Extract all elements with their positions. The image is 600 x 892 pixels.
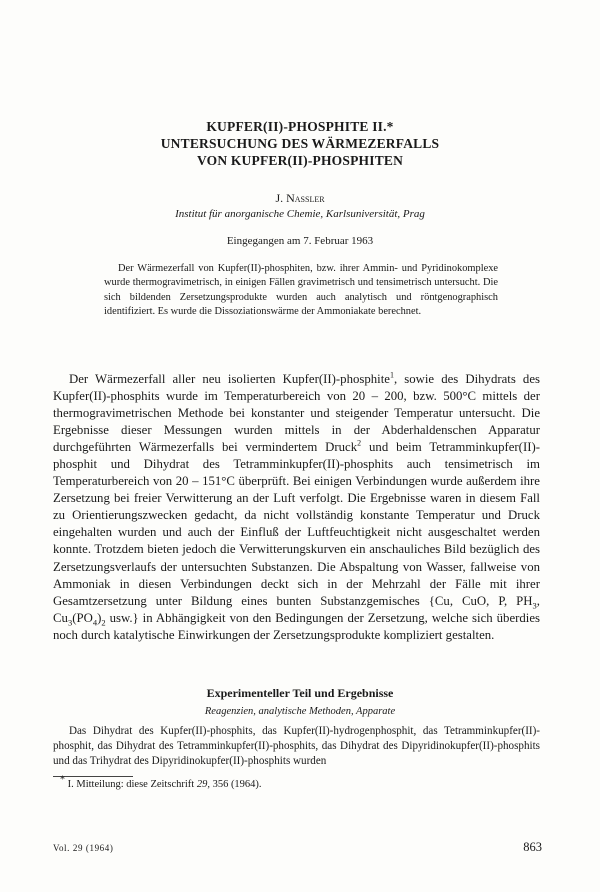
footnote-text: 356 (1964). (209, 779, 262, 790)
received-date: Eingegangen am 7. Februar 1963 (226, 235, 374, 247)
footnote-text: I. Mitteilung: diese Zeitschrift (65, 779, 197, 790)
subscript: 3 (532, 600, 537, 611)
experimental-paragraph: Das Dihydrat des Kupfer(II)-phosphits, das Kupfer(II)-hydrogenphosphit, das Tetramminkupfer(II)-phosphit, das Dihydrat des Tetramminkupfer(II)-phosphits, das Dihydrat des Dipyridinokupfer(II)-phosphits und das Trihydrat des Dipyridinokupfer(II)-phosphits wurden (53, 725, 540, 768)
title-line-1: KUPFER(II)-PHOSPHITE II.* (206, 119, 394, 134)
subscript: 3 (67, 617, 73, 628)
section-heading: Experimenteller Teil und Ergebnisse (206, 686, 394, 700)
title-line-2: UNTERSUCHUNG DES WÄRMEZERFALLS (160, 136, 440, 151)
page-number: 863 (523, 840, 542, 854)
institute: Institut für anorganische Chemie, Karlsuniversität, Prag (175, 208, 425, 220)
author (60, 191, 540, 206)
footnote-rule (53, 776, 133, 777)
article-title (60, 118, 540, 169)
reference-2[interactable]: 2 (357, 438, 362, 448)
footnote-volume: 29, (196, 779, 210, 790)
subsection-heading: Reagenzien, analytische Methoden, Apparate (204, 706, 396, 717)
footnote (60, 774, 530, 790)
journal-volume: Vol. 29 (1964) (53, 843, 114, 853)
abstract: Der Wärmezerfall von Kupfer(II)-phosphiten, bzw. ihrer Ammin- und Pyridinokomplexe wurde thermogravimetrisch, in einigen Fällen gravimetrisch und tensimetrisch untersucht. Die sich bildenden Zersetzungsprodukte wurden auch analytisch und röntgenographisch identifiziert. Es wurde die Dissoziationswärme der Ammoniakate berechnet. (104, 263, 498, 317)
body-text: ) (97, 610, 102, 625)
subscript: 4 (92, 617, 98, 628)
title-line-3: VON KUPFER(II)-PHOSPHITEN (196, 153, 404, 168)
subscript: 2 (101, 617, 106, 628)
author-initial: J. (275, 191, 287, 205)
body-text: , sowie des Dihydrats des Kupfer(II)-phosphits wurde im Temperaturbereich von 20 – 200, bzw. 500°C mittels der thermogravimetrischen Methode bei konstanter und steigender Temperatur untersucht. Die Ergebnisse dieser Messungen wurden mittels in der Abderhaldenschen Apparatur durchgeführten Wärmezerfalls bei vermindertem Druck (53, 372, 540, 455)
footnote-marker: * (60, 774, 65, 786)
author-surname: Nassler (286, 191, 325, 205)
body-paragraph (53, 371, 540, 644)
reference-1[interactable]: 1 (389, 370, 394, 380)
body-text: Der Wärmezerfall aller neu isolierten Kupfer(II)-phosphite (69, 372, 390, 386)
body-text: usw.} in Abhängigkeit von den Bedingungen der Zersetzung, welche sich überdies noch durch katalytische Einwirkungen der Zersetzungsprodukte kompliziert gestalten. (53, 610, 540, 642)
body-text: , Cu (53, 593, 540, 625)
body-text: und beim Tetramminkupfer(II)-phosphit und Dihydrat des Tetramminkupfer(II)-phosphits auch tensimetrisch im Temperaturbereich von 20 – 151°C überprüft. Bei einigen Verbindungen wurde außerdem ihre Zersetzung bei freier Verwitterung an der Luft verfolgt. Die Ergebnisse waren in diesem Fall zu Orientierungszwecken gedacht, da nicht vollständig konstante Temperatur und Druck eingehalten wurden und auch der Einfluß der Luftfeuchtigkeit nicht ausgeschaltet werden konnte. Trotzdem bieten jedoch die Verwitterungskurven ein anschauliches Bild bezüglich des Zersetzungsverlaufs der untersuchten Substanzen. Die Abspaltung von Wasser, fallweise von Ammoniak in diesen Verbindungen deckt sich in der Mehrzahl der Fälle mit ihrer Gesamtzersetzung unter Bildung eines bunten Substanzgemisches {Cu, CuO, P, PH (53, 440, 540, 608)
body-text: (PO (72, 610, 93, 625)
